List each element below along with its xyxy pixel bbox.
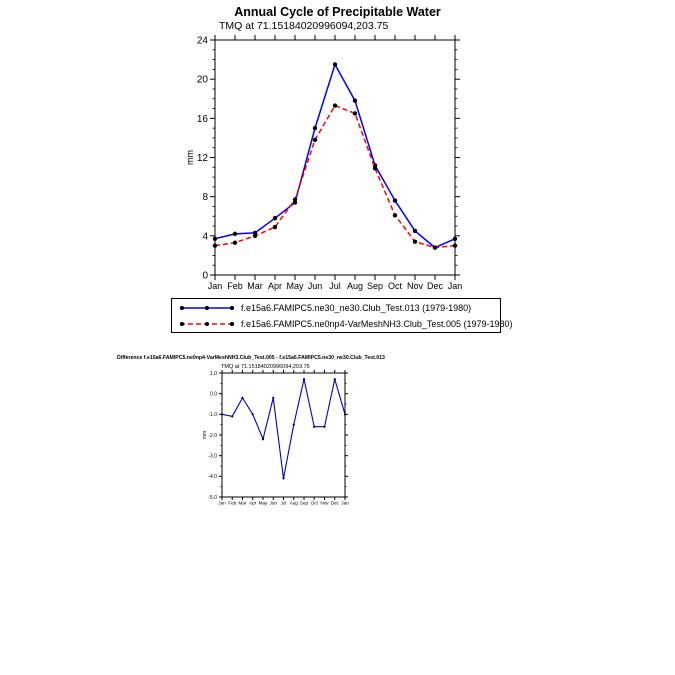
main-chart-subtitle: TMQ at 71.15184020996094,203.75 bbox=[219, 20, 389, 32]
legend-label: f.e15a6.FAMIPC5.ne30_ne30.Club_Test.013 (1979-1980) bbox=[241, 302, 472, 313]
difference-chart-plot bbox=[0, 340, 675, 540]
difference-chart-subtitle: TMQ at 71.15184020996094,203.75 bbox=[221, 364, 310, 370]
svg-text:-5.0: -5.0 bbox=[208, 494, 217, 501]
svg-text:Jul: Jul bbox=[280, 500, 287, 506]
difference-chart-title: Difference f.e15a6.FAMIPC5.ne0np4-VarMeshNH3.Club_Test.005 - f.e15a6.FAMIPC5.ne30_ne30.Club_Test.013 bbox=[117, 355, 385, 361]
legend-row bbox=[172, 300, 500, 315]
legend-row bbox=[172, 316, 513, 331]
svg-text:Feb: Feb bbox=[228, 500, 237, 506]
svg-text:Mar: Mar bbox=[238, 500, 247, 506]
legend-label: f.e15a6.FAMIPC5.ne0np4-VarMeshNH3.Club_Test.005 (1979-1980) bbox=[241, 318, 513, 329]
svg-text:Jul: Jul bbox=[329, 281, 341, 291]
svg-text:Mar: Mar bbox=[247, 281, 263, 291]
main-chart-title: Annual Cycle of Precipitable Water bbox=[234, 5, 441, 19]
svg-text:Dec: Dec bbox=[330, 500, 339, 506]
legend bbox=[171, 298, 513, 333]
svg-text:Sep: Sep bbox=[299, 500, 309, 506]
svg-text:Aug: Aug bbox=[346, 281, 364, 291]
svg-text:-4.0: -4.0 bbox=[208, 474, 217, 481]
legend-line-sample-blue bbox=[178, 302, 236, 314]
svg-text:-2.0: -2.0 bbox=[208, 432, 217, 439]
svg-text:Apr: Apr bbox=[249, 500, 257, 506]
svg-text:Dec: Dec bbox=[426, 281, 444, 291]
svg-text:Sep: Sep bbox=[366, 281, 384, 291]
svg-text:0: 0 bbox=[202, 270, 208, 282]
svg-text:20: 20 bbox=[196, 74, 208, 86]
svg-text:Apr: Apr bbox=[267, 281, 283, 291]
svg-text:Aug: Aug bbox=[289, 500, 298, 506]
svg-text:8: 8 bbox=[202, 192, 208, 204]
svg-text:Oct: Oct bbox=[310, 500, 318, 506]
svg-text:May: May bbox=[286, 281, 304, 291]
svg-text:Jun: Jun bbox=[307, 281, 323, 291]
svg-text:1.0: 1.0 bbox=[210, 370, 217, 377]
svg-text:12: 12 bbox=[196, 153, 208, 164]
svg-text:Nov: Nov bbox=[320, 500, 329, 506]
svg-text:Feb: Feb bbox=[227, 281, 243, 291]
svg-text:Nov: Nov bbox=[406, 281, 424, 291]
legend-line-sample-red bbox=[178, 318, 236, 330]
svg-text:Jan: Jan bbox=[341, 500, 349, 506]
svg-text:mm: mm bbox=[185, 150, 195, 165]
svg-text:24: 24 bbox=[196, 35, 208, 47]
svg-text:Jan: Jan bbox=[207, 281, 223, 291]
svg-text:4: 4 bbox=[202, 231, 208, 243]
svg-text:-1.0: -1.0 bbox=[208, 412, 217, 419]
svg-text:Oct: Oct bbox=[387, 281, 403, 291]
svg-text:Jan: Jan bbox=[218, 500, 226, 506]
svg-text:Jun: Jun bbox=[269, 500, 277, 506]
svg-text:May: May bbox=[258, 500, 268, 506]
svg-text:16: 16 bbox=[196, 113, 208, 125]
svg-text:mm: mm bbox=[202, 430, 208, 440]
svg-text:Jan: Jan bbox=[447, 281, 463, 291]
svg-text:0.0: 0.0 bbox=[210, 391, 217, 398]
svg-text:-3.0: -3.0 bbox=[208, 453, 217, 460]
